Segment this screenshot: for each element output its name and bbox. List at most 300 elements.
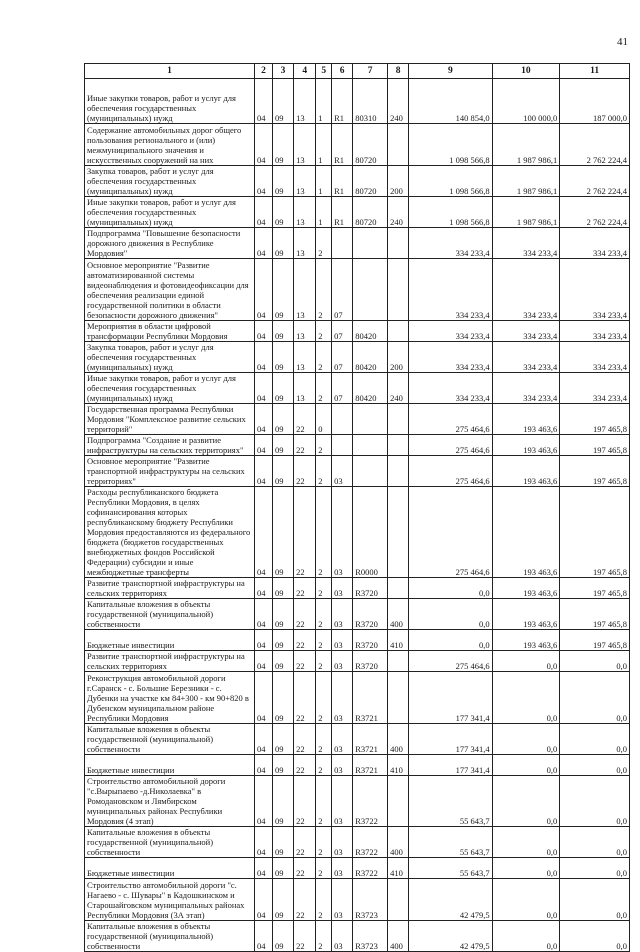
code-cell: 03 — [332, 630, 353, 651]
code-cell: 09 — [273, 858, 294, 879]
code-cell: 03 — [332, 776, 353, 827]
column-header: 6 — [332, 64, 353, 79]
amount-cell: 140 854,0 — [409, 79, 492, 124]
row-name-cell: Иные закупки товаров, работ и услуг для обеспечения государственных (муниципальных) нужд — [85, 373, 255, 404]
code-cell: 04 — [255, 858, 273, 879]
row-name-cell: Бюджетные инвестиции — [85, 630, 255, 651]
row-name-cell: Бюджетные инвестиции — [85, 858, 255, 879]
code-cell: 09 — [273, 755, 294, 776]
code-cell: 09 — [273, 672, 294, 724]
column-header: 2 — [255, 64, 273, 79]
code-cell: 04 — [255, 342, 273, 373]
code-cell: 13 — [294, 197, 316, 228]
code-cell: 07 — [332, 373, 353, 404]
amount-cell: 42 479,5 — [409, 879, 492, 921]
amount-cell: 197 465,8 — [560, 630, 630, 651]
code-cell: 03 — [332, 858, 353, 879]
row-name-cell: Капитальные вложения в объекты государственной (муниципальной) собственности — [85, 724, 255, 755]
code-cell: 22 — [294, 435, 316, 456]
code-cell: 1 — [316, 79, 332, 124]
amount-cell: 275 464,6 — [409, 435, 492, 456]
amount-cell: 275 464,6 — [409, 651, 492, 672]
code-cell: 04 — [255, 124, 273, 166]
code-cell: 200 — [388, 166, 409, 197]
code-cell — [353, 456, 388, 487]
amount-cell: 334 233,4 — [492, 228, 560, 259]
row-name-cell: Реконструкция автомобильной дороги г.Саранск - с. Большие Березники - с. Дубенки на участке км 84+300 - км 90+820 в Дубенском муниципальном районе Республики Мордовия — [85, 672, 255, 724]
code-cell: 09 — [273, 630, 294, 651]
code-cell: 09 — [273, 724, 294, 755]
amount-cell: 0,0 — [492, 879, 560, 921]
code-cell: 22 — [294, 776, 316, 827]
amount-cell: 193 463,6 — [492, 578, 560, 599]
row-name-cell: Бюджетные инвестиции — [85, 755, 255, 776]
code-cell: 22 — [294, 630, 316, 651]
code-cell: 240 — [388, 197, 409, 228]
amount-cell: 0,0 — [560, 879, 630, 921]
code-cell — [353, 259, 388, 321]
code-cell: 03 — [332, 456, 353, 487]
code-cell: 04 — [255, 435, 273, 456]
amount-cell: 334 233,4 — [409, 373, 492, 404]
code-cell: 2 — [316, 599, 332, 630]
amount-cell: 334 233,4 — [409, 259, 492, 321]
amount-cell: 0,0 — [492, 755, 560, 776]
table-row — [85, 858, 630, 879]
amount-cell: 197 465,8 — [560, 578, 630, 599]
table-row — [85, 724, 630, 755]
code-cell: 09 — [273, 342, 294, 373]
table-row — [85, 321, 630, 342]
code-cell: 04 — [255, 672, 273, 724]
code-cell: 04 — [255, 228, 273, 259]
code-cell: 2 — [316, 373, 332, 404]
code-cell: 410 — [388, 755, 409, 776]
code-cell — [353, 228, 388, 259]
amount-cell: 275 464,6 — [409, 456, 492, 487]
amount-cell: 177 341,4 — [409, 672, 492, 724]
amount-cell: 2 762 224,4 — [560, 166, 630, 197]
row-name-cell: Основное мероприятие "Развитие автоматизированной системы видеонаблюдения и фотовидеофиксации для обеспечения реализации единой государственной политики в области безопасности дорожного движения" — [85, 259, 255, 321]
row-name-cell: Иные закупки товаров, работ и услуг для обеспечения государственных (муниципальных) нужд — [85, 197, 255, 228]
code-cell: 80720 — [353, 124, 388, 166]
code-cell: 09 — [273, 404, 294, 435]
amount-cell: 0,0 — [492, 858, 560, 879]
code-cell: 1 — [316, 124, 332, 166]
budget-table — [84, 63, 630, 952]
amount-cell: 193 463,6 — [492, 435, 560, 456]
amount-cell: 1 987 986,1 — [492, 124, 560, 166]
amount-cell: 0,0 — [492, 921, 560, 952]
row-name-cell: Капитальные вложения в объекты государственной (муниципальной) собственности — [85, 599, 255, 630]
code-cell: 2 — [316, 827, 332, 858]
code-cell — [353, 435, 388, 456]
code-cell: 22 — [294, 858, 316, 879]
code-cell: 22 — [294, 651, 316, 672]
code-cell: R3720 — [353, 599, 388, 630]
amount-cell: 334 233,4 — [492, 373, 560, 404]
code-cell: 2 — [316, 487, 332, 578]
amount-cell: 334 233,4 — [560, 228, 630, 259]
code-cell: 04 — [255, 373, 273, 404]
code-cell: 2 — [316, 858, 332, 879]
code-cell: 04 — [255, 79, 273, 124]
amount-cell: 0,0 — [560, 776, 630, 827]
amount-cell: 0,0 — [560, 755, 630, 776]
table-row — [85, 921, 630, 952]
table-row — [85, 879, 630, 921]
code-cell: 07 — [332, 259, 353, 321]
amount-cell: 1 098 566,8 — [409, 197, 492, 228]
code-cell: 13 — [294, 342, 316, 373]
table-row — [85, 578, 630, 599]
amount-cell: 55 643,7 — [409, 776, 492, 827]
code-cell: 04 — [255, 724, 273, 755]
amount-cell: 334 233,4 — [560, 373, 630, 404]
code-cell: 1 — [316, 197, 332, 228]
amount-cell: 0,0 — [492, 776, 560, 827]
code-cell: R3723 — [353, 879, 388, 921]
column-header: 5 — [316, 64, 332, 79]
code-cell: 04 — [255, 776, 273, 827]
row-name-cell: Строительство автомобильной дороги "с. Нагаево - с. Шувары" в Кадошкинском и Старошайговском муниципальных районах Республики Мордовия (3А этап) — [85, 879, 255, 921]
table-row — [85, 404, 630, 435]
amount-cell: 0,0 — [492, 724, 560, 755]
code-cell: 80420 — [353, 321, 388, 342]
amount-cell: 100 000,0 — [492, 79, 560, 124]
amount-cell: 1 987 986,1 — [492, 166, 560, 197]
code-cell: 04 — [255, 630, 273, 651]
code-cell: 09 — [273, 879, 294, 921]
amount-cell: 197 465,8 — [560, 404, 630, 435]
code-cell: 09 — [273, 259, 294, 321]
amount-cell: 193 463,6 — [492, 456, 560, 487]
code-cell: R0000 — [353, 487, 388, 578]
amount-cell: 334 233,4 — [560, 259, 630, 321]
amount-cell: 0,0 — [409, 599, 492, 630]
table-row — [85, 228, 630, 259]
code-cell — [332, 435, 353, 456]
code-cell: 2 — [316, 879, 332, 921]
code-cell — [388, 487, 409, 578]
code-cell — [388, 776, 409, 827]
code-cell: 22 — [294, 724, 316, 755]
code-cell: 04 — [255, 321, 273, 342]
code-cell — [332, 404, 353, 435]
code-cell: R3720 — [353, 630, 388, 651]
amount-cell: 0,0 — [492, 651, 560, 672]
code-cell: 22 — [294, 404, 316, 435]
code-cell: 03 — [332, 724, 353, 755]
table-row — [85, 776, 630, 827]
code-cell: 04 — [255, 827, 273, 858]
amount-cell: 0,0 — [409, 630, 492, 651]
amount-cell: 1 098 566,8 — [409, 124, 492, 166]
amount-cell: 275 464,6 — [409, 487, 492, 578]
table-row — [85, 166, 630, 197]
amount-cell: 197 465,8 — [560, 599, 630, 630]
code-cell: R3721 — [353, 672, 388, 724]
table-row — [85, 79, 630, 124]
code-cell: 04 — [255, 755, 273, 776]
code-cell: 13 — [294, 124, 316, 166]
code-cell: 2 — [316, 435, 332, 456]
amount-cell: 0,0 — [560, 651, 630, 672]
code-cell: 2 — [316, 259, 332, 321]
amount-cell: 55 643,7 — [409, 858, 492, 879]
row-name-cell: Развитие транспортной инфраструктуры на сельских территориях — [85, 651, 255, 672]
code-cell: 22 — [294, 755, 316, 776]
code-cell: 2 — [316, 342, 332, 373]
amount-cell: 197 465,8 — [560, 435, 630, 456]
amount-cell: 334 233,4 — [492, 321, 560, 342]
code-cell: 22 — [294, 921, 316, 952]
code-cell: 04 — [255, 166, 273, 197]
code-cell — [388, 404, 409, 435]
code-cell: 03 — [332, 921, 353, 952]
code-cell: 03 — [332, 672, 353, 724]
code-cell: 22 — [294, 672, 316, 724]
amount-cell: 334 233,4 — [409, 228, 492, 259]
column-header: 11 — [560, 64, 630, 79]
code-cell: 03 — [332, 755, 353, 776]
code-cell: 1 — [316, 166, 332, 197]
code-cell: R1 — [332, 124, 353, 166]
code-cell — [388, 456, 409, 487]
code-cell: 09 — [273, 79, 294, 124]
code-cell: 22 — [294, 599, 316, 630]
code-cell: 80420 — [353, 342, 388, 373]
table-row — [85, 599, 630, 630]
amount-cell: 334 233,4 — [560, 321, 630, 342]
code-cell: R3723 — [353, 921, 388, 952]
amount-cell: 1 098 566,8 — [409, 166, 492, 197]
code-cell: 22 — [294, 487, 316, 578]
code-cell: 2 — [316, 456, 332, 487]
code-cell: R3722 — [353, 776, 388, 827]
amount-cell: 0,0 — [560, 827, 630, 858]
code-cell: R3721 — [353, 755, 388, 776]
amount-cell: 334 233,4 — [492, 342, 560, 373]
code-cell: 09 — [273, 578, 294, 599]
row-name-cell: Подпрограмма "Повышение безопасности дорожного движения в Республике Мордовия" — [85, 228, 255, 259]
code-cell: 22 — [294, 578, 316, 599]
code-cell: 04 — [255, 921, 273, 952]
code-cell: 22 — [294, 827, 316, 858]
table-row — [85, 197, 630, 228]
row-name-cell: Капитальные вложения в объекты государственной (муниципальной) собственности — [85, 827, 255, 858]
code-cell: 2 — [316, 578, 332, 599]
code-cell — [353, 404, 388, 435]
table-row — [85, 755, 630, 776]
code-cell: R1 — [332, 197, 353, 228]
amount-cell: 193 463,6 — [492, 599, 560, 630]
code-cell: 80720 — [353, 166, 388, 197]
code-cell: 04 — [255, 487, 273, 578]
code-cell: 09 — [273, 321, 294, 342]
code-cell: 04 — [255, 599, 273, 630]
code-cell: 09 — [273, 776, 294, 827]
code-cell: 13 — [294, 228, 316, 259]
code-cell: 07 — [332, 321, 353, 342]
amount-cell: 0,0 — [560, 724, 630, 755]
code-cell — [388, 124, 409, 166]
code-cell: R3722 — [353, 858, 388, 879]
row-name-cell: Основное мероприятие "Развитие транспортной инфраструктуры на сельских территориях" — [85, 456, 255, 487]
amount-cell: 275 464,6 — [409, 404, 492, 435]
code-cell — [332, 228, 353, 259]
amount-cell: 177 341,4 — [409, 755, 492, 776]
amount-cell: 193 463,6 — [492, 404, 560, 435]
amount-cell: 0,0 — [560, 672, 630, 724]
code-cell: 04 — [255, 197, 273, 228]
row-name-cell: Строительство автомобильной дороги "с.Вырыпаево -д.Николаевка" в Ромодановском и Лямбирском муниципальных районах Республики Мордовия (4 этап) — [85, 776, 255, 827]
code-cell: 400 — [388, 724, 409, 755]
row-name-cell: Расходы республиканского бюджета Республики Мордовия, в целях софинансирования которых республиканскому бюджету Республики Мордовия предоставляются из федерального бюджета (бюджетов государственных внебюджетных фондов Российской Федерации) субсидии и иные межбюджетные трансферты — [85, 487, 255, 578]
code-cell: 2 — [316, 724, 332, 755]
header-row — [85, 64, 630, 79]
column-header: 9 — [409, 64, 492, 79]
code-cell: R3722 — [353, 827, 388, 858]
table-body — [85, 79, 630, 952]
code-cell: 04 — [255, 259, 273, 321]
code-cell: 2 — [316, 921, 332, 952]
code-cell — [388, 672, 409, 724]
code-cell: 09 — [273, 487, 294, 578]
amount-cell: 0,0 — [560, 858, 630, 879]
amount-cell: 197 465,8 — [560, 456, 630, 487]
amount-cell: 334 233,4 — [409, 321, 492, 342]
code-cell: 09 — [273, 166, 294, 197]
code-cell: 03 — [332, 879, 353, 921]
code-cell: 09 — [273, 228, 294, 259]
amount-cell: 0,0 — [492, 827, 560, 858]
column-header: 4 — [294, 64, 316, 79]
row-name-cell: Иные закупки товаров, работ и услуг для обеспечения государственных (муниципальных) нужд — [85, 79, 255, 124]
code-cell: 13 — [294, 321, 316, 342]
code-cell: 2 — [316, 672, 332, 724]
code-cell: 07 — [332, 342, 353, 373]
code-cell: 2 — [316, 321, 332, 342]
table-row — [85, 435, 630, 456]
code-cell: 09 — [273, 651, 294, 672]
amount-cell: 197 465,8 — [560, 487, 630, 578]
code-cell: 03 — [332, 651, 353, 672]
code-cell: 09 — [273, 373, 294, 404]
code-cell: R1 — [332, 79, 353, 124]
code-cell: R3721 — [353, 724, 388, 755]
code-cell — [388, 259, 409, 321]
amount-cell: 0,0 — [492, 672, 560, 724]
code-cell: 13 — [294, 79, 316, 124]
amount-cell: 0,0 — [560, 921, 630, 952]
table-row — [85, 827, 630, 858]
code-cell: 13 — [294, 166, 316, 197]
code-cell: 200 — [388, 342, 409, 373]
code-cell: 03 — [332, 599, 353, 630]
code-cell — [388, 435, 409, 456]
code-cell: 2 — [316, 755, 332, 776]
code-cell — [388, 879, 409, 921]
amount-cell: 334 233,4 — [492, 259, 560, 321]
code-cell: R1 — [332, 166, 353, 197]
page-number: 41 — [617, 36, 628, 48]
amount-cell: 42 479,5 — [409, 921, 492, 952]
code-cell: 09 — [273, 456, 294, 487]
column-header: 10 — [492, 64, 560, 79]
code-cell: 2 — [316, 776, 332, 827]
amount-cell: 334 233,4 — [560, 342, 630, 373]
code-cell: 400 — [388, 599, 409, 630]
table-row — [85, 487, 630, 578]
code-cell: 0 — [316, 404, 332, 435]
row-name-cell: Капитальные вложения в объекты государственной (муниципальной) собственности — [85, 921, 255, 952]
code-cell: 13 — [294, 373, 316, 404]
row-name-cell: Закупка товаров, работ и услуг для обеспечения государственных (муниципальных) нужд — [85, 166, 255, 197]
code-cell: R3720 — [353, 651, 388, 672]
code-cell: R3720 — [353, 578, 388, 599]
code-cell: 09 — [273, 921, 294, 952]
code-cell: 09 — [273, 197, 294, 228]
code-cell: 22 — [294, 879, 316, 921]
row-name-cell: Мероприятия в области цифровой трансформации Республики Мордовия — [85, 321, 255, 342]
code-cell: 2 — [316, 630, 332, 651]
table-row — [85, 259, 630, 321]
amount-cell: 177 341,4 — [409, 724, 492, 755]
code-cell: 09 — [273, 435, 294, 456]
code-cell: 80720 — [353, 197, 388, 228]
code-cell: 04 — [255, 651, 273, 672]
code-cell — [388, 228, 409, 259]
table-row — [85, 630, 630, 651]
code-cell: 04 — [255, 404, 273, 435]
code-cell: 03 — [332, 578, 353, 599]
code-cell — [388, 321, 409, 342]
code-cell: 2 — [316, 228, 332, 259]
table-row — [85, 342, 630, 373]
row-name-cell: Закупка товаров, работ и услуг для обеспечения государственных (муниципальных) нужд — [85, 342, 255, 373]
amount-cell: 55 643,7 — [409, 827, 492, 858]
amount-cell: 2 762 224,4 — [560, 124, 630, 166]
code-cell: 240 — [388, 373, 409, 404]
code-cell: 09 — [273, 827, 294, 858]
amount-cell: 1 987 986,1 — [492, 197, 560, 228]
amount-cell: 193 463,6 — [492, 487, 560, 578]
code-cell: 80420 — [353, 373, 388, 404]
code-cell: 09 — [273, 599, 294, 630]
row-name-cell: Содержание автомобильных дорог общего пользования регионального и (или) межмуниципального значения и искусственных сооружений на них — [85, 124, 255, 166]
row-name-cell: Развитие транспортной инфраструктуры на сельских территориях — [85, 578, 255, 599]
amount-cell: 334 233,4 — [409, 342, 492, 373]
code-cell: 03 — [332, 827, 353, 858]
amount-cell: 187 000,0 — [560, 79, 630, 124]
code-cell: 04 — [255, 456, 273, 487]
column-header: 1 — [85, 64, 255, 79]
table-row — [85, 672, 630, 724]
code-cell: 400 — [388, 827, 409, 858]
code-cell: 03 — [332, 487, 353, 578]
amount-cell: 193 463,6 — [492, 630, 560, 651]
amount-cell: 2 762 224,4 — [560, 197, 630, 228]
code-cell — [388, 578, 409, 599]
code-cell: 400 — [388, 921, 409, 952]
code-cell: 240 — [388, 79, 409, 124]
column-header: 8 — [388, 64, 409, 79]
code-cell: 13 — [294, 259, 316, 321]
code-cell: 04 — [255, 879, 273, 921]
table-row — [85, 456, 630, 487]
code-cell: 2 — [316, 651, 332, 672]
